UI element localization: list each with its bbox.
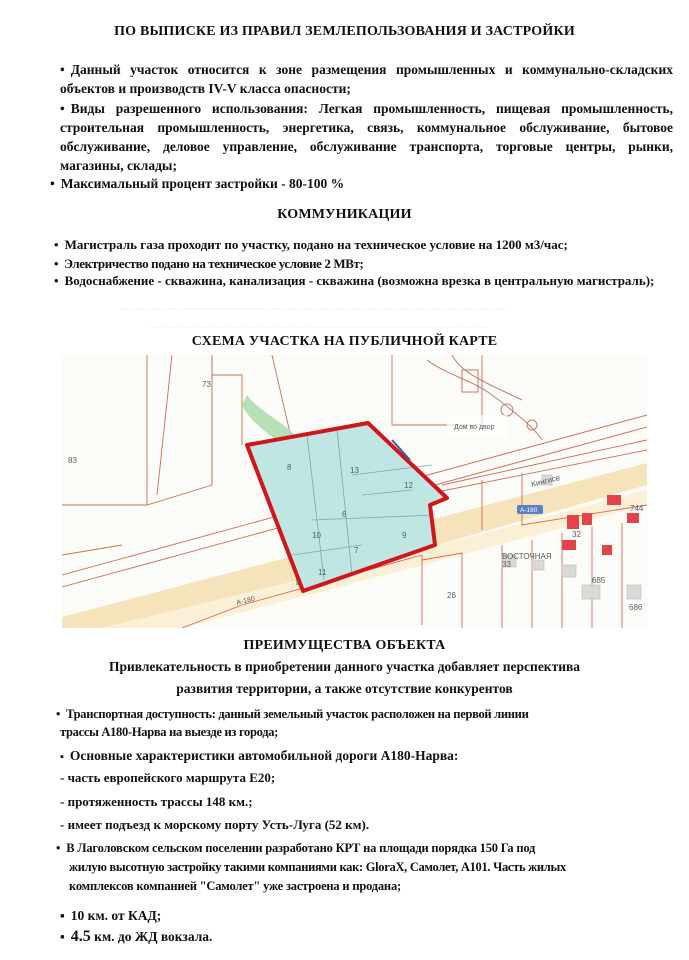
rules-item-zone-text: Данный участок относится к зоне размещения промышленных и коммунально-складских объектов и производств IV-V класса опасности; [60, 62, 673, 96]
transport-item [56, 705, 676, 724]
road-detail-length: - протяженность трассы 148 км.; [60, 794, 253, 809]
road-detail-port: - имеет подъезд к морскому порту Усть-Луга (52 км). [60, 817, 370, 832]
street-label-east: ВОСТОЧНАЯ [502, 552, 552, 561]
station-item [60, 927, 680, 946]
bullet: • [60, 101, 65, 116]
krt-item [56, 839, 676, 858]
utility-water-text: Водоснабжение - скважина, канализация - скважина (возможна врезка в центральную магистраль); [64, 273, 655, 288]
parcel-label-7: 7 [354, 546, 359, 555]
bullet: • [60, 62, 65, 77]
bullet: • [56, 707, 61, 721]
krt-text-line3: комплексов компанией "Самолет" уже застроена и продана; [69, 879, 401, 893]
bullet: • [54, 237, 59, 252]
transport-text-line2: трассы А180-Нарва на выезде из города; [60, 725, 279, 739]
poi-label-house: Дом во двор [454, 424, 495, 431]
parcel-label-744: 744 [630, 504, 644, 513]
bullet: • [54, 273, 59, 288]
route-label-a180-road: А-180 [235, 595, 256, 607]
utility-gas-text: Магистраль газа проходит по участку, подано на техническое условие на 1200 м3/час; [64, 237, 568, 252]
bullet: • [54, 256, 59, 271]
kad-item [60, 906, 680, 925]
station-distance-number: 4.5 [70, 928, 91, 945]
parcel-label-10: 10 [312, 531, 321, 540]
section-title-map: СХЕМА УЧАСТКА НА ПУБЛИЧНОЙ КАРТЕ [191, 334, 498, 349]
parcel-label-9: 9 [402, 531, 407, 540]
kad-text: 10 км. от КАД; [70, 908, 162, 923]
parcel-label-11: 11 [318, 568, 327, 577]
bleed-through-text: — — — — — — — — — — — — — — — — — — — — — — — — [120, 300, 507, 315]
parcel-label-13: 13 [350, 466, 359, 475]
krt-text-line2: жилую высотную застройку такими компаниями как: GloraX, Самолет, А101. Часть жилых [69, 860, 566, 874]
rules-item-uses-text: Виды разрешенного использования: Легкая промышленность, пищевая промышленность, строительная промышленность, энергетика, связь, коммунальное обслуживание, бытовое обслуживание, деловое управление, обслуживание транспорта, торговые центры, рынки, магазины, склады; [60, 101, 673, 173]
transport-text-line1: Транспортная доступность: данный земельный участок расположен на первой линии [66, 707, 529, 721]
parcel-label-33: 33 [502, 560, 511, 569]
parcel-label-12: 12 [404, 481, 413, 490]
route-label-a180: А-180 [520, 507, 538, 514]
bullet: ▪ [60, 751, 64, 763]
parcel-label-686: 686 [629, 603, 643, 612]
utility-gas [54, 235, 674, 254]
rules-item-percent [50, 174, 670, 193]
parcel-label-685: 685 [592, 576, 606, 585]
parcel-label-73: 73 [202, 380, 211, 389]
parcel-label-8: 8 [287, 463, 292, 472]
road-characteristics-text: Основные характеристики автомобильной дороги А180-Нарва: [69, 748, 459, 763]
bleed-through-text: — — — — — — — — — — — — — — — — — — — — — [150, 318, 488, 333]
section-title-utilities: КОММУНИКАЦИИ [277, 207, 412, 222]
section-title-rules: ПО ВЫПИСКЕ ИЗ ПРАВИЛ ЗЕМЛЕПОЛЬЗОВАНИЯ И ЗАСТРОЙКИ [114, 24, 575, 39]
road-detail-e20: - часть европейского маршрута Е20; [60, 770, 276, 785]
bullet: ▪ [60, 929, 65, 944]
street-label-kingisepp: Кингисе [530, 473, 562, 489]
rules-item-zone [60, 60, 673, 98]
utility-water [54, 271, 674, 290]
rules-item-uses [60, 99, 673, 175]
station-text: км. до ЖД вокзала. [94, 929, 213, 944]
utility-electricity-text: Электричество подано на техническое условие 2 МВт; [64, 256, 364, 271]
bullet: ▪ [60, 908, 65, 923]
rules-item-percent-text: Максимальный процент застройки - 80-100 % [60, 176, 345, 191]
advantages-subtitle-line2: развития территории, а также отсутствие конкурентов [176, 681, 513, 696]
road-characteristics-header [60, 746, 680, 767]
parcel-label-83: 83 [68, 456, 77, 465]
advantages-subtitle-line1: Привлекательность в приобретении данного участка добавляет перспектива [108, 659, 581, 674]
section-title-advantages: ПРЕИМУЩЕСТВА ОБЪЕКТА [243, 638, 446, 653]
parcel-label-32: 32 [572, 530, 581, 539]
bullet: • [50, 176, 55, 191]
cadastral-map [62, 355, 647, 628]
parcel-label-6: 6 [342, 510, 347, 519]
bullet: • [56, 841, 61, 855]
krt-text-line1: В Лаголовском сельском поселении разработано КРТ на площади порядка 150 Га под [66, 841, 536, 855]
parcel-label-26: 26 [447, 591, 456, 600]
